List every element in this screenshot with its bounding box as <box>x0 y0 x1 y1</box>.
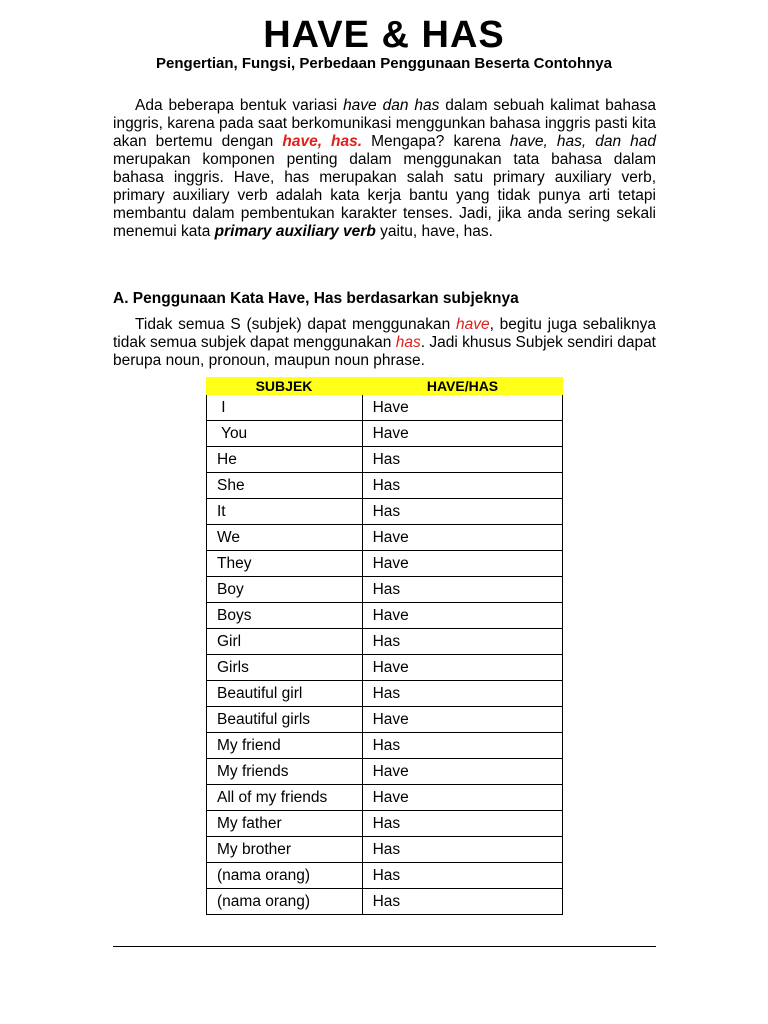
table-row <box>207 577 562 603</box>
header-subjek: SUBJEK <box>255 378 313 394</box>
verb-cell: Have <box>372 555 409 572</box>
intro-text: Ada beberapa bentuk variasi <box>135 97 344 114</box>
page-subtitle: Pengertian, Fungsi, Perbedaan Penggunaan Beserta Contohnya <box>156 55 612 72</box>
section-highlight-have: have <box>455 316 490 333</box>
section-paragraph <box>113 316 656 370</box>
verb-cell: Has <box>372 581 401 598</box>
subject-cell: My brother <box>207 837 363 862</box>
table-row <box>207 681 562 707</box>
table-row <box>207 811 562 837</box>
verb-cell: Have <box>372 789 409 806</box>
table-row <box>207 447 562 473</box>
subject-cell: Boy <box>207 577 363 602</box>
table-row <box>207 759 562 785</box>
table-row <box>207 603 562 629</box>
header-have-has: HAVE/HAS <box>426 378 499 394</box>
table-row <box>207 785 562 811</box>
verb-cell: Have <box>372 425 409 442</box>
intro-emphasis-have-has: have dan has <box>343 97 440 114</box>
verb-cell: Have <box>372 607 409 624</box>
table-row <box>207 655 562 681</box>
table-row <box>207 499 562 525</box>
section-heading: A. Penggunaan Kata Have, Has berdasarkan subjeknya <box>113 290 519 307</box>
verb-cell: Have <box>372 659 409 676</box>
intro-paragraph <box>113 97 656 241</box>
page-title: HAVE & HAS <box>263 14 505 56</box>
subject-cell: It <box>207 499 363 524</box>
subject-cell: She <box>207 473 363 498</box>
subject-cell: I <box>207 395 363 420</box>
table-row <box>207 863 562 889</box>
subject-cell: All of my friends <box>207 785 363 810</box>
footer-divider <box>113 946 656 947</box>
subject-cell: Beautiful girls <box>207 707 363 732</box>
verb-cell: Has <box>372 867 401 884</box>
table-row <box>207 395 562 421</box>
table-row <box>207 707 562 733</box>
subject-cell: Boys <box>207 603 363 628</box>
subject-cell: (nama orang) <box>207 863 363 888</box>
subject-cell: They <box>207 551 363 576</box>
verb-cell: Have <box>372 763 409 780</box>
verb-cell: Has <box>372 893 401 910</box>
verb-cell: Has <box>372 477 401 494</box>
section-text: , begitu juga sebaliknya tidak semua subjek dapat menggunakan <box>113 316 656 351</box>
intro-text: yaitu, have, has. <box>375 223 493 240</box>
table-header <box>206 377 563 395</box>
table-row <box>207 733 562 759</box>
subject-cell: You <box>207 421 363 446</box>
verb-cell: Has <box>372 841 401 858</box>
subject-cell: We <box>207 525 363 550</box>
table-row <box>207 421 562 447</box>
section-text: . Jadi khusus Subjek sendiri dapat berupa noun, pronoun, maupun noun phrase. <box>113 334 656 369</box>
section-text: Tidak semua S (subjek) dapat menggunakan <box>135 316 456 333</box>
section-highlight-has: has <box>395 334 421 351</box>
verb-cell: Has <box>372 737 401 754</box>
table-row <box>207 525 562 551</box>
subject-cell: Girls <box>207 655 363 680</box>
verb-cell: Have <box>372 399 409 416</box>
table-row <box>207 473 562 499</box>
intro-emphasis-primary-auxiliary-verb: primary auxiliary verb <box>214 223 376 240</box>
subject-cell: He <box>207 447 363 472</box>
verb-cell: Has <box>372 685 401 702</box>
subject-verb-table <box>206 377 563 915</box>
verb-cell: Has <box>372 633 401 650</box>
table-row <box>207 551 562 577</box>
verb-cell: Have <box>372 711 409 728</box>
intro-text: Mengapa? karena <box>362 133 510 150</box>
subject-cell: My father <box>207 811 363 836</box>
verb-cell: Has <box>372 815 401 832</box>
table-row <box>207 837 562 863</box>
subject-cell: My friends <box>207 759 363 784</box>
subject-cell: My friend <box>207 733 363 758</box>
verb-cell: Has <box>372 451 401 468</box>
table-body <box>206 395 563 915</box>
subject-cell: Beautiful girl <box>207 681 363 706</box>
subject-cell: Girl <box>207 629 363 654</box>
verb-cell: Has <box>372 503 401 520</box>
verb-cell: Have <box>372 529 409 546</box>
intro-text: dalam sebuah kalimat bahasa inggris, karena pada saat berkomunikasi menggunkan bahasa inggris pasti kita akan bertemu dengan <box>113 97 657 150</box>
intro-text: merupakan komponen penting dalam menggunakan tata bahasa dalam bahasa inggris. Have, has merupakan salah satu primary auxiliary verb, primary auxiliary verb adalah kata kerja bantu yang tidak punya arti tetapi membantu dalam pembentukan karakter tenses. Jadi, jika anda sering sekali menemui kata <box>113 151 656 240</box>
table-row <box>207 629 562 655</box>
intro-emphasis-have-has-had: have, has, dan had <box>509 133 656 150</box>
intro-highlight-have-has: have, has. <box>282 133 363 150</box>
table-row <box>207 889 562 914</box>
subject-cell: (nama orang) <box>207 889 363 914</box>
